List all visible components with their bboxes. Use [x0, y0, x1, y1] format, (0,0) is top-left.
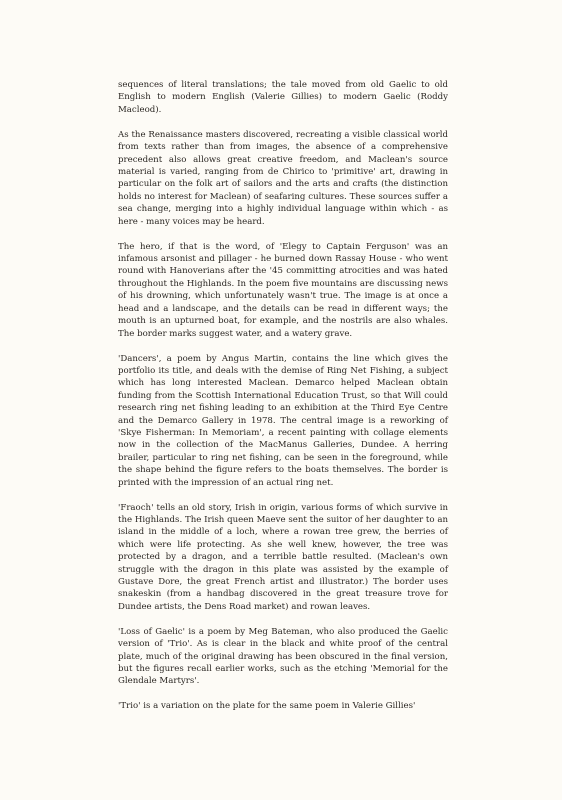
paragraph-fraoch: 'Fraoch' tells an old story, Irish in origin, various forms of which survive in the Highlands. The Irish queen Maeve sent the suitor of her daughter to an island in the middle of a loch, where a rowan tree grew, the berries of which were life protecting. As she well knew, however, the tree was protected by a dragon, and a terrible battle resulted. (Maclean's own struggle with the dragon in this plate was assisted by the example of Gustave Dore, the great French artist and illustrator.) The border uses snakeskin (from a handbag discovered in the great treasure trove for Dundee artists, the Dens Road market) and rowan leaves. [118, 502, 448, 612]
paragraph-translations: sequences of literal translations; the tale moved from old Gaelic to old English to modern English (Valerie Gillies) to modern Gaelic (Roddy Macleod). [118, 80, 448, 115]
paragraph-trio: 'Trio' is a variation on the plate for the same poem in Valerie Gillies' [118, 701, 416, 712]
paragraph-dancers: 'Dancers', a poem by Angus Martin, contains the line which gives the portfolio its title, and deals with the demise of Ring Net Fishing, a subject which has long interested Maclean. Demarco helped Maclean obtain funding from the Scottish International Education Trust, so that Will could research ring net fishing leading to an exhibition at the Third Eye Centre and the Demarco Gallery in 1978. The central image is a reworking of 'Skye Fisherman: In Memoriam', a recent painting with collage elements now in the collection of the MacManus Galleries, Dundee. A herring brailer, particular to ring net fishing, can be seen in the foreground, while the shape behind the figure refers to the boats themselves. The border is printed with the impression of an actual ring net. [118, 353, 448, 488]
paragraph-loss-of-gaelic: 'Loss of Gaelic' is a poem by Meg Bateman, who also produced the Gaelic version of 'Trio'. As is clear in the black and white proof of the central plate, much of the original drawing has been obscured in the final version, but the figures recall earlier works, such as the etching 'Memorial for the Glendale Martyrs'. [118, 626, 448, 687]
body-text [118, 79, 448, 725]
paragraph-captain-ferguson: The hero, if that is the word, of 'Elegy to Captain Ferguson' was an infamous arsonist and pillager - he burned down Rassay House - who went round with Hanoverians after the '45 committing atrocities and was hated throughout the Highlands. In the poem five mountains are discussing news of his drowning, which unfortunately wasn't true. The image is at once a head and a landscape, and the details can be read in different ways; the mouth is an upturned boat, for example, and the nostrils are also whales. The border marks suggest water, and a watery grave. [118, 241, 448, 339]
paragraph-renaissance: As the Renaissance masters discovered, recreating a visible classical world from texts rather than from images, the absence of a comprehensive precedent also allows great creative freedom, and Maclean's source material is varied, ranging from de Chirico to 'primitive' art, drawing in particular on the folk art of sailors and the arts and crafts (the distinction holds no interest for Maclean) of seafaring cultures. These sources suffer a sea change, merging into a highly individual language within which - as here - many voices may be heard. [118, 129, 448, 227]
